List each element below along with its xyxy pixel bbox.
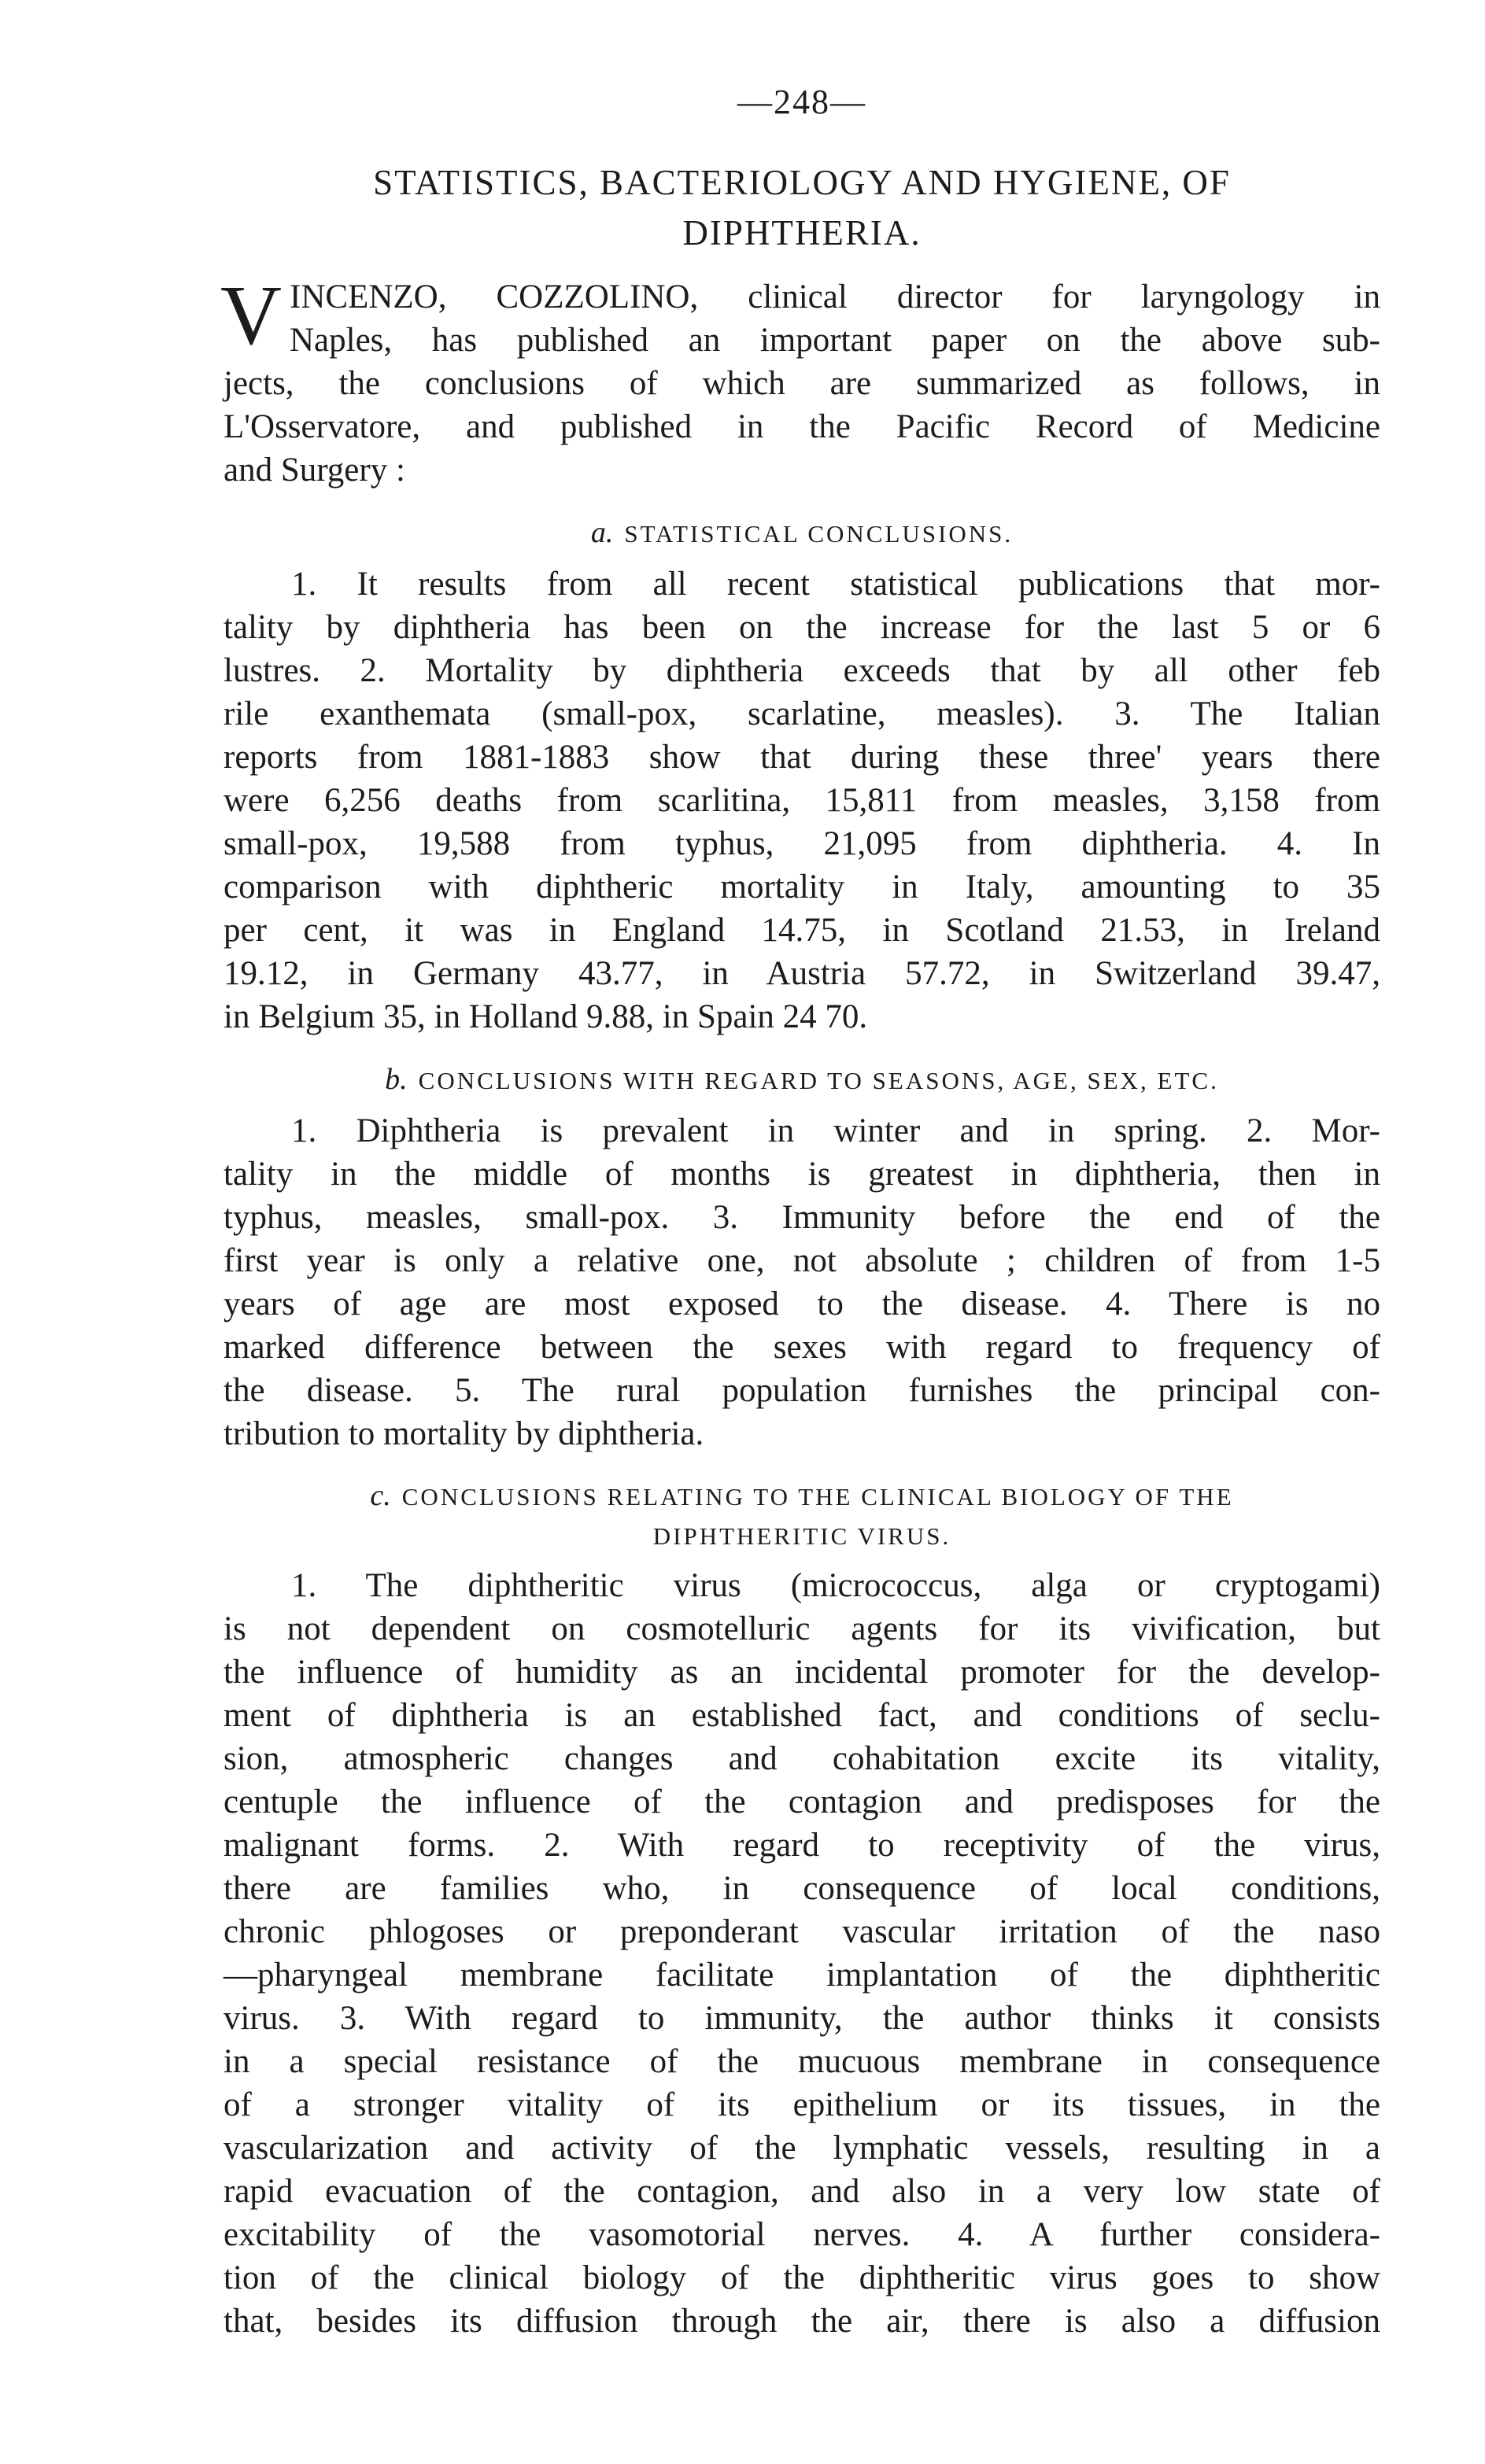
section-letter: a.	[590, 516, 614, 549]
intro-line: jects, the conclusions of which are summarized as follows, in	[223, 365, 1380, 402]
body-line: in Belgium 35, in Holland 9.88, in Spain 24 70.	[223, 998, 868, 1035]
body-line: years of age are most exposed to the disease. 4. There is no	[223, 1285, 1380, 1322]
intro-paragraph	[220, 269, 1380, 492]
body-line: per cent, it was in England 14.75, in Scotland 21.53, in Ireland	[223, 912, 1380, 949]
body-line: vascularization and activity of the lymphatic vessels, resulting in a	[223, 2130, 1380, 2167]
article-title	[223, 157, 1380, 258]
section-letter: c.	[370, 1479, 391, 1512]
intro-line: Naples, has published an important paper on the above sub-	[290, 322, 1380, 359]
body-line: tion of the clinical biology of the diphtheritic virus goes to show	[223, 2259, 1380, 2296]
body-line: —pharyngeal membrane facilitate implantation of the diphtheritic	[223, 1957, 1380, 1994]
page-number: —248—	[737, 83, 866, 121]
body-line: comparison with diphtheric mortality in Italy, amounting to 35	[223, 869, 1380, 906]
title-line-2: DIPHTHERIA.	[682, 213, 922, 253]
body-line: virus. 3. With regard to immunity, the author thinks it consists	[223, 2000, 1380, 2037]
section-b-paragraph	[223, 1109, 1380, 1455]
body-line: tribution to mortality by diphtheria.	[223, 1415, 704, 1452]
section-c-paragraph	[223, 1564, 1380, 2343]
body-line: rile exanthemata (small-pox, scarlatine, measles). 3. The Italian	[223, 695, 1380, 732]
drop-cap: V	[220, 269, 282, 363]
body-line: the influence of humidity as an incidental promoter for the develop-	[223, 1654, 1380, 1691]
body-line: of a stronger vitality of its epithelium or its tissues, in the	[223, 2086, 1380, 2123]
body-line: excitability of the vasomotorial nerves. 4. A further considera-	[223, 2216, 1380, 2253]
section-c-heading-line-2: DIPHTHERITIC VIRUS.	[652, 1522, 951, 1550]
body-line: the disease. 5. The rural population furnishes the principal con-	[223, 1372, 1380, 1409]
body-line: tality by diphtheria has been on the increase for the last 5 or 6	[223, 609, 1380, 646]
intro-line: and Surgery :	[223, 452, 405, 489]
section-heading-text: CONCLUSIONS RELATING TO THE CLINICAL BIOLOGY OF THE	[401, 1483, 1234, 1510]
body-line: that, besides its diffusion through the air, there is also a diffusion	[223, 2303, 1380, 2340]
body-line: 19.12, in Germany 43.77, in Austria 57.72, in Switzerland 39.47,	[223, 955, 1380, 992]
body-line: ment of diphtheria is an established fact, and conditions of seclu-	[223, 1697, 1380, 1734]
body-line: small-pox, 19,588 from typhus, 21,095 from diphtheria. 4. In	[223, 825, 1380, 862]
body-line: malignant forms. 2. With regard to receptivity of the virus,	[223, 1827, 1380, 1864]
body-line: tality in the middle of months is greatest in diphtheria, then in	[223, 1156, 1380, 1193]
body-line: rapid evacuation of the contagion, and also in a very low state of	[223, 2173, 1380, 2210]
body-line: typhus, measles, small-pox. 3. Immunity before the end of the	[223, 1199, 1380, 1236]
section-letter: b.	[385, 1063, 408, 1096]
section-heading-text: CONCLUSIONS WITH REGARD TO SEASONS, AGE, SEX, ETC.	[418, 1067, 1219, 1094]
section-b-heading	[223, 1059, 1380, 1101]
body-line: reports from 1881-1883 show that during these three' years there	[223, 739, 1380, 776]
document-page	[220, 79, 1380, 2343]
intro-line: INCENZO, COZZOLINO, clinical director for laryngology in	[290, 278, 1380, 315]
section-heading-text: STATISTICAL CONCLUSIONS.	[624, 520, 1014, 548]
title-line-1: STATISTICS, BACTERIOLOGY AND HYGIENE, OF	[373, 163, 1231, 202]
body-line: chronic phlogoses or preponderant vascular irritation of the naso	[223, 1913, 1380, 1950]
intro-line: L'Osservatore, and published in the Pacific Record of Medicine	[223, 408, 1380, 445]
body-line: lustres. 2. Mortality by diphtheria exceeds that by all other feb	[223, 652, 1380, 689]
body-line: in a special resistance of the mucuous membrane in consequence	[223, 2043, 1380, 2080]
section-c-heading-line-1	[223, 1476, 1380, 1517]
body-line: sion, atmospheric changes and cohabitation excite its vitality,	[223, 1740, 1380, 1777]
body-line: centuple the influence of the contagion and predisposes for the	[223, 1783, 1380, 1820]
body-line: is not dependent on cosmotelluric agents for its vivification, but	[223, 1610, 1380, 1647]
section-a-paragraph	[223, 563, 1380, 1038]
body-line: marked difference between the sexes with regard to frequency of	[223, 1329, 1380, 1366]
body-line: 1. The diphtheritic virus (micrococcus, alga or cryptogami)	[291, 1567, 1380, 1604]
body-line: first year is only a relative one, not absolute ; children of from 1-5	[223, 1242, 1380, 1279]
body-line: were 6,256 deaths from scarlitina, 15,811 from measles, 3,158 from	[223, 782, 1380, 819]
body-line: there are families who, in consequence of local conditions,	[223, 1870, 1380, 1907]
section-c-heading	[223, 1476, 1380, 1556]
section-a-heading	[223, 512, 1380, 555]
body-line: 1. Diphtheria is prevalent in winter and in spring. 2. Mor-	[291, 1112, 1380, 1149]
body-line: 1. It results from all recent statistical publications that mor-	[291, 566, 1380, 603]
